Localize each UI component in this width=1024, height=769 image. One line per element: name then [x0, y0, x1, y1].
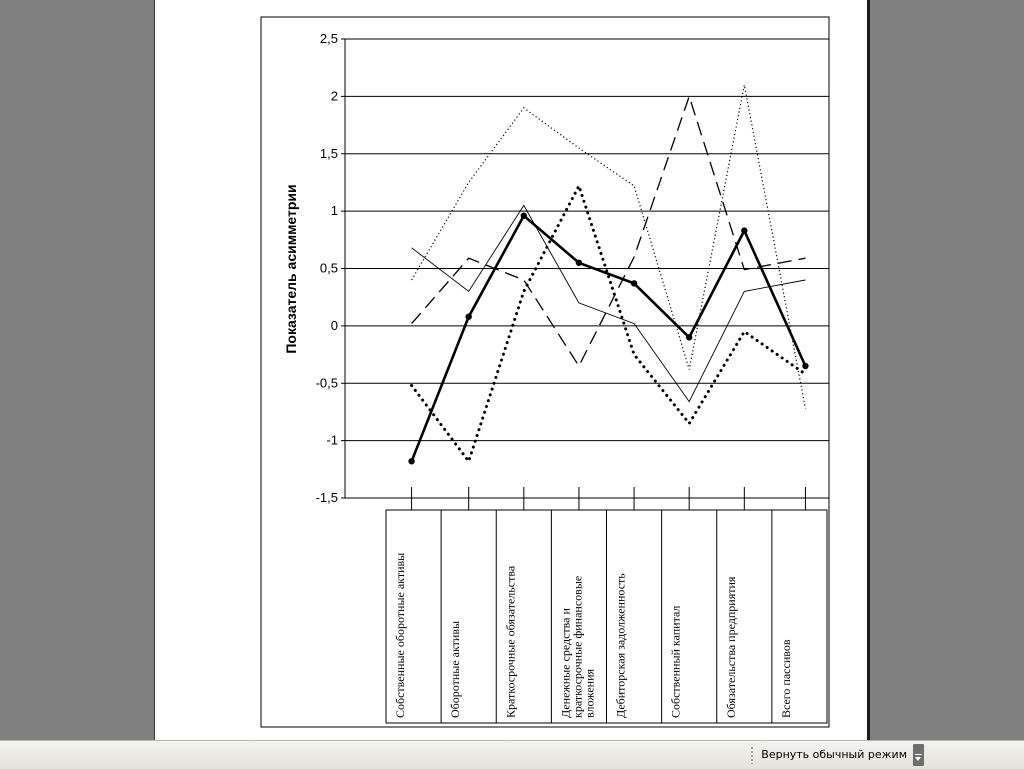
x-category-label: Оборотные активы: [448, 620, 463, 718]
series-line-1: [412, 85, 806, 409]
y-tick-label: -1,5: [315, 490, 338, 505]
series-line-5: [412, 216, 806, 462]
series-point: [465, 313, 471, 319]
y-tick-label: -1: [326, 432, 338, 448]
restore-normal-view-button[interactable]: Вернуть обычный режим: [761, 748, 907, 761]
x-category-label: Дебиторская задолженность: [613, 573, 628, 718]
series-point: [686, 334, 692, 340]
x-category-label: Денежные средства икраткосрочные финансовыевложения: [558, 575, 597, 718]
series-point: [576, 260, 582, 266]
toolbar-restore: [750, 744, 924, 766]
series-point: [631, 280, 637, 286]
y-tick-label: 2,5: [319, 31, 338, 46]
x-category-label: Обязательства предприятия: [723, 576, 738, 718]
series-point: [521, 213, 527, 219]
series-point: [408, 458, 414, 464]
y-tick-label: 0: [330, 317, 338, 333]
y-tick-label: 0,5: [319, 260, 338, 276]
series-point: [802, 363, 808, 369]
x-category-label: Собственный капитал: [668, 605, 683, 718]
x-category-label: Всего пассивов: [778, 639, 793, 718]
x-category-label: Собственные оборотные активы: [393, 552, 407, 718]
y-axis-label: Показатель асимметрии: [283, 184, 299, 354]
series-line-4: [412, 186, 806, 461]
toolbar-grip-handle[interactable]: [750, 746, 754, 764]
y-tick-label: 2: [330, 88, 338, 104]
chevron-down-icon[interactable]: [913, 744, 924, 766]
series-point: [741, 227, 747, 233]
y-tick-label: -0,5: [315, 375, 338, 391]
y-tick-label: 1: [330, 203, 338, 219]
status-bar: [0, 740, 1024, 769]
x-category-label: Краткосрочные обязательства: [503, 565, 518, 718]
y-tick-label: 1,5: [319, 145, 338, 161]
